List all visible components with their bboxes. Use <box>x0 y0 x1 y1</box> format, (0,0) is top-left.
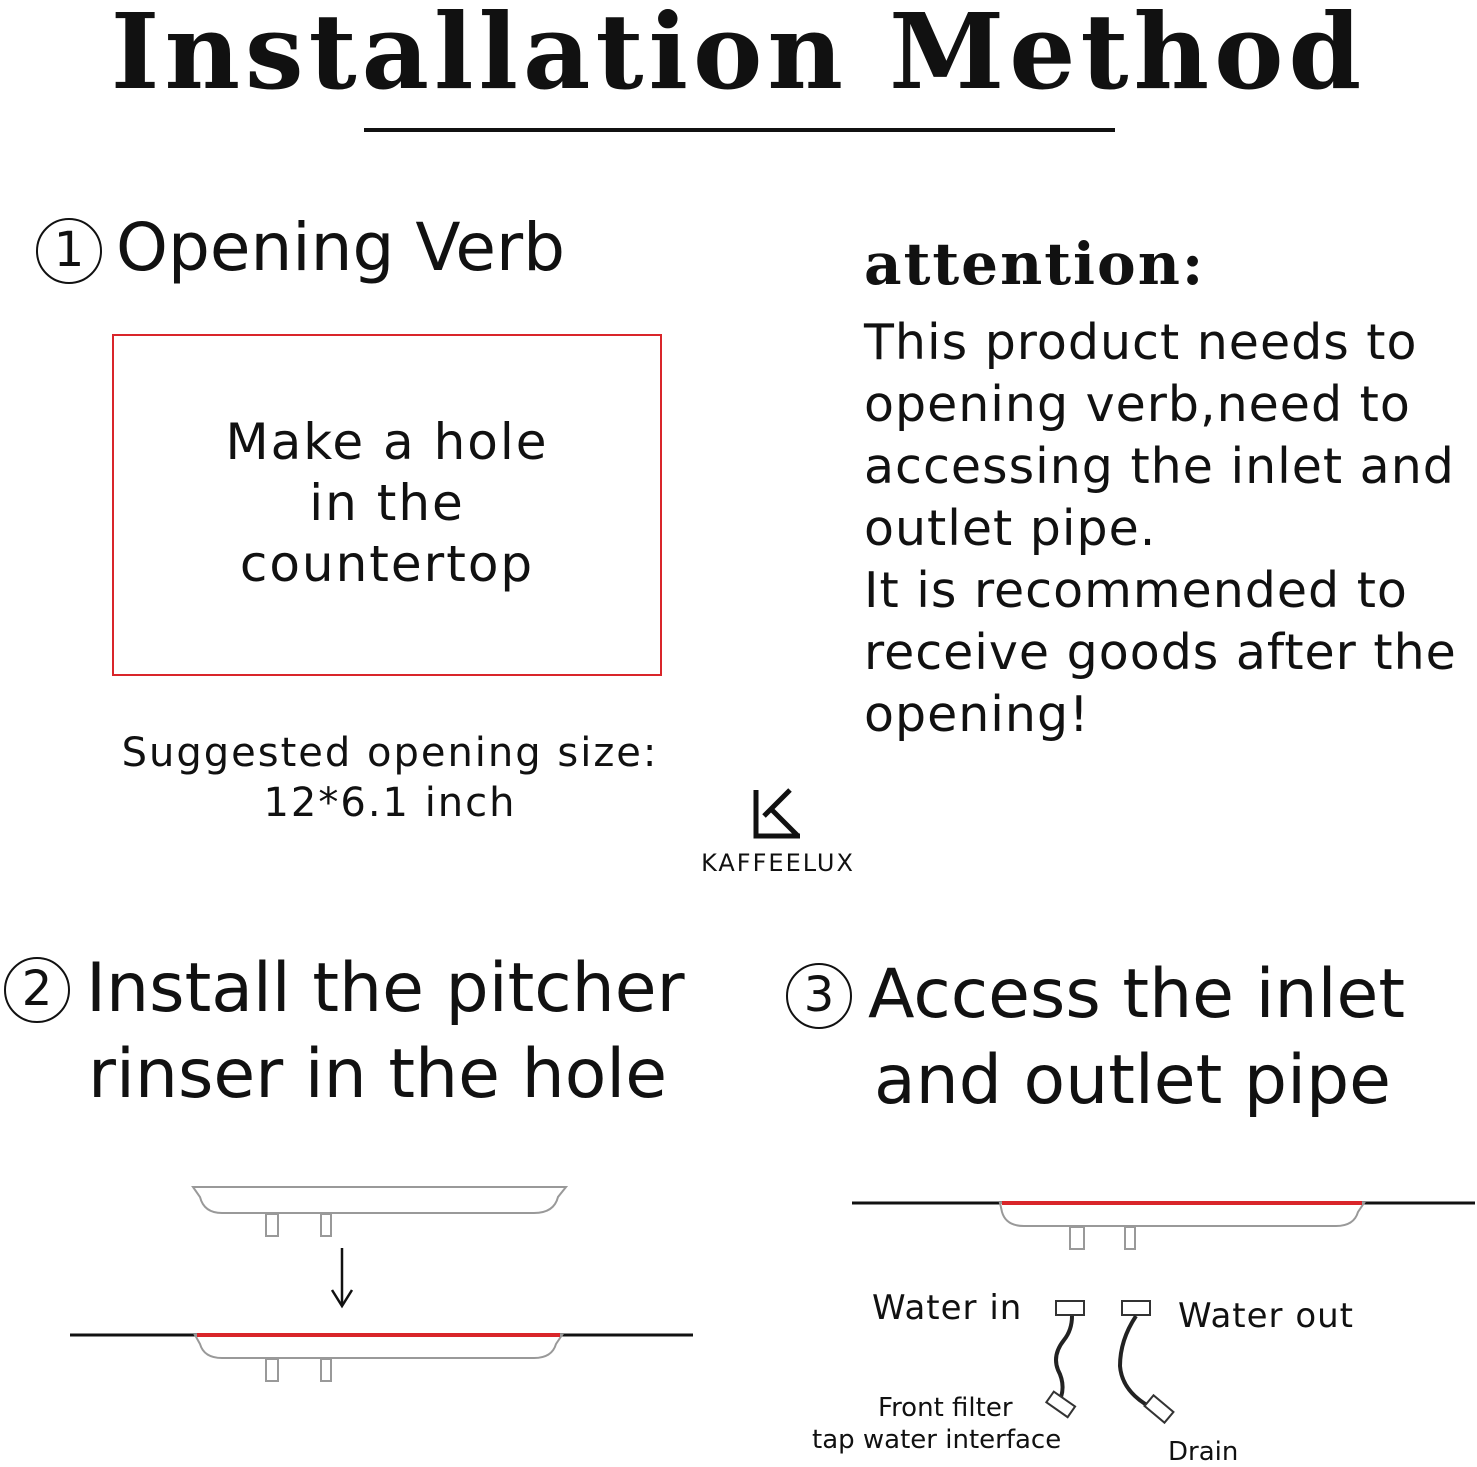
water-out-label: Water out <box>1178 1296 1354 1336</box>
attention-line: receive goods after the <box>864 624 1457 681</box>
hole-box-text <box>112 412 662 595</box>
arrow-down-icon <box>332 1248 352 1306</box>
attention-body <box>864 312 1477 746</box>
hole-line-3: countertop <box>239 535 535 593</box>
tap-interface-label: tap water interface <box>812 1425 1062 1455</box>
hole-line-1: Make a hole <box>225 413 549 471</box>
attention-line: It is recommended to <box>864 562 1408 619</box>
outlet-pipe-icon <box>1120 1301 1173 1423</box>
water-in-label: Water in <box>872 1288 1023 1328</box>
step2-title-line-1: Install the pitcher <box>86 949 685 1028</box>
drain-label: Drain <box>1168 1437 1239 1467</box>
rinser-before-icon <box>193 1187 566 1236</box>
step2-title-line-2: rinser in the hole <box>88 1035 668 1114</box>
kaffeelux-logo-mark-icon <box>750 786 806 842</box>
attention-heading: attention: <box>864 230 1206 298</box>
front-filter-label: Front filter <box>878 1393 1013 1423</box>
step1-number-badge: 1 <box>36 218 102 284</box>
rinser-installed-icon <box>195 1335 562 1381</box>
step1-title: Opening Verb <box>116 209 565 286</box>
attention-line: This product needs to <box>864 314 1418 371</box>
step3-title-line-1: Access the inlet <box>868 955 1405 1034</box>
step1-heading <box>36 208 565 288</box>
step2-install-diagram <box>0 1160 740 1400</box>
attention-line: opening! <box>864 686 1090 743</box>
page-title: Installation Method <box>110 0 1367 113</box>
attention-line: outlet pipe. <box>864 500 1157 557</box>
step3-heading <box>786 952 1405 1124</box>
step3-title-line-2: and outlet pipe <box>874 1041 1391 1120</box>
attention-line: opening verb,need to <box>864 376 1411 433</box>
step2-heading <box>4 946 685 1118</box>
inlet-pipe-icon <box>1046 1301 1084 1417</box>
suggested-label: Suggested opening size: <box>121 730 659 776</box>
suggested-size <box>90 728 690 828</box>
rinser-installed-icon <box>1000 1203 1364 1249</box>
step2-number-badge: 2 <box>4 957 70 1023</box>
attention-line: accessing the inlet and <box>864 438 1455 495</box>
brand-logo <box>698 786 858 878</box>
step3-number-badge: 3 <box>786 963 852 1029</box>
title-underline <box>364 128 1115 132</box>
hole-line-2: in the <box>309 474 465 532</box>
brand-name: KAFFEELUX <box>701 849 855 877</box>
suggested-value: 12*6.1 inch <box>263 780 517 826</box>
